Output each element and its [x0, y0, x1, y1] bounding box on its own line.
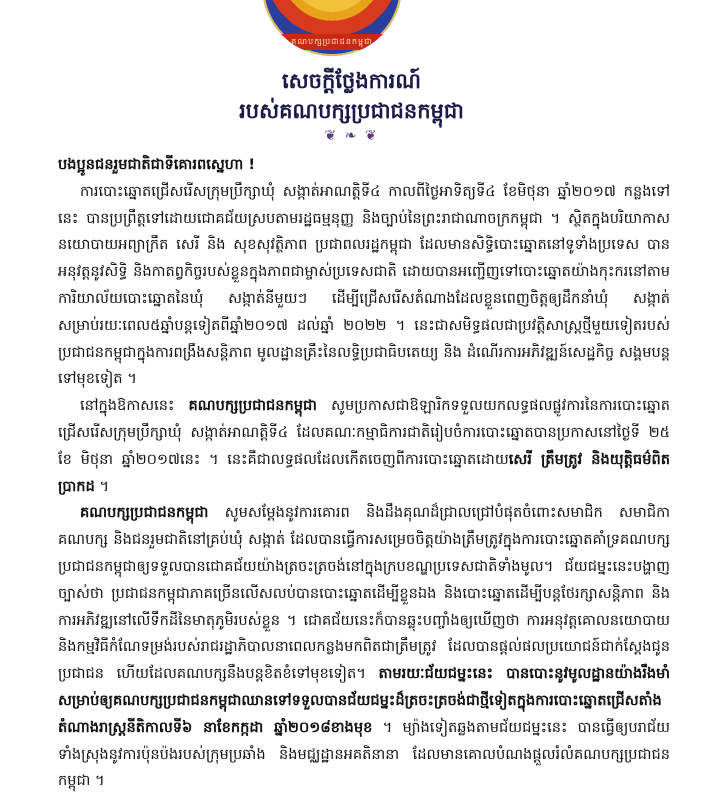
paragraph-2 — [58, 393, 670, 500]
statement-subtitle: របស់គណបក្សប្រជាជនកម្ពុជា — [239, 98, 464, 123]
statement-title: សេចក្ដីថ្លែងការណ៍ — [282, 68, 421, 93]
paragraph-2-text: សូមប្រកាសជាឱឡារិកទទួលយកលទ្ធផលផ្លូវការនៃការបោះឆ្នោតជ្រើសរើសក្រុមប្រឹក្សាឃុំ សង្កាត់អាណត្តិទី៤ ដែលគណៈកម្មាធិការជាតិរៀបចំការបោះឆ្នោតបានប្រកាសនៅថ្ងៃទី ២៥ ខែ មិថុនា ឆ្នាំ២០១៧នេះ ។ នេះគឺជាលទ្ធផលដែលកើតចេញពីការបោះឆ្នោតដោយ — [58, 397, 670, 468]
victory-statement: តាមរយៈជ័យជម្នះនេះ បានបោះនូវមូលដ្ឋានយ៉ាងរឹងមាំសម្រាប់ឲ្យគណបក្សប្រជាជនកម្ពុជាឈានទៅទទួលបានជ័យជម្នះដ៏ត្រចះត្រចង់ជាថ្មីទៀតក្នុងការបោះឆ្នោតជ្រើសតាំងតំណាងរាស្ត្រនីតិកាលទី៦ នាខែកក្កដា ឆ្នាំ២០១៨ខាងមុខ — [58, 665, 670, 736]
ornament-divider-icon: ❦ ❧ ❦ — [324, 128, 379, 144]
greeting: បងប្អូនជនរួមជាតិជាទីគោរពស្នេហា ! — [58, 156, 256, 173]
party-emblem-icon — [262, 0, 402, 56]
paragraph-3-end: ។ ម្យ៉ាងទៀតឆ្លងតាមជ័យជម្នះនេះ បានធ្វើឲ្យបរាជ័យទាំងស្រុងនូវការប៉ុនប៉ងរបស់ក្រុមប្រឆាំង និងមជ្ឈដ្ឋានអគតិនានា ដែលមានគោលបំណងផ្ដួលរំលំគណបក្សប្រជាជនកម្ពុជា ។ — [58, 718, 671, 790]
party-name: គណបក្សប្រជាជនកម្ពុជា — [188, 397, 317, 415]
paragraph-1: ការបោះឆ្នោតជ្រើសរើសក្រុមប្រឹក្សាឃុំ សង្កាត់អាណត្តិទី៤ កាលពីថ្ងៃអាទិត្យទី៤ ខែមិថុនា ឆ្នាំ២០១៧ កន្លងទៅនេះ បានប្រព្រឹត្តទៅដោយជោគជ័យស្របតាមរដ្ឋធម្មនុញ្ញ និងច្បាប់នៃព្រះរាជាណាចក្រកម្ពុជា ។ ស្ថិតក្នុងបរិយាកាសនយោបាយអព្យាក្រឹត សេរី និង សុខសុវត្ថិភាព ប្រជាពលរដ្ឋកម្ពុជា ដែលមានសិទ្ធិបោះឆ្នោតនៅទូទាំងប្រទេស បានអនុវត្តនូវសិទ្ធិ និងកាតព្វកិច្ចរបស់ខ្លួនក្នុងភាពជាម្ចាស់ប្រទេសជាតិ ដោយបានអញ្ជើញទៅបោះឆ្នោតយ៉ាងកុះករនៅតាមការិយាល័យបោះឆ្នោតនៃឃុំ សង្កាត់នីមួយៗ ដើម្បីជ្រើសរើសតំណាងដែលខ្លួនពេញចិត្តឲ្យដឹកនាំឃុំ សង្កាត់សម្រាប់រយៈពេល៥ឆ្នាំបន្តទៀតពីឆ្នាំ២០១៧ ដល់ឆ្នាំ ២០២២ ។ នេះជាសមិទ្ធផលជាប្រវត្តិសាស្ត្រថ្មីមួយទៀតរបស់ប្រជាជនកម្ពុជាក្នុងការពង្រឹងសន្តិភាព មូលដ្ឋានគ្រឹះនៃលទ្ធិប្រជាធិបតេយ្យ និង ដំណើរការអភិវឌ្ឍន៍សេដ្ឋកិច្ច សង្គមបន្តទៅមុខទៀត ។ — [58, 182, 670, 388]
election-quality: សេរី ត្រឹមត្រូវ និងយុត្តិធម៌ពិតប្រាកដ — [58, 450, 670, 495]
paragraph-3 — [58, 500, 670, 795]
emblem-banner: គណបក្សប្រជាជនកម្ពុជា — [276, 34, 388, 50]
statement-body — [58, 152, 670, 795]
paragraph-3-text: សូមសម្ដែងនូវការគោរព និងដឹងគុណដ៏ជ្រាលជ្រៅបំផុតចំពោះសមាជិក សមាជិកាគណបក្ស និងជនរួមជាតិនៅគ្រប់ឃុំ សង្កាត់ ដែលបានធ្វើការសម្រេចចិត្តយ៉ាងត្រឹមត្រូវក្នុងការបោះឆ្នោតគាំទ្រគណបក្សប្រជាជនកម្ពុជាឲ្យទទួលបានជោគជ័យយ៉ាងត្រចះត្រចង់នៅក្នុងក្របខណ្ឌប្រទេសជាតិទាំងមូល។ ជ័យជម្នះនេះបង្ហាញច្បាស់ថា ប្រជាជនកម្ពុជាភាគច្រើនលើសលប់បានបោះឆ្នោតដើម្បីខ្លួនឯង និងបោះឆ្នោតដើម្បីបន្តថែរក្សាសន្តិភាព និងការអភិវឌ្ឍនៅលើទឹកដីនៃមាតុភូមិរបស់ខ្លួន ។ ជោគជ័យនេះក៏បានឆ្លុះបញ្ចាំងឲ្យឃើញថា ការអនុវត្តគោលនយោបាយ និងកម្មវិធីកំណែទម្រង់របស់រាជរដ្ឋាភិបាលនាពេលកន្លងមកពិតជាត្រឹមត្រូវ ដែលបានផ្ដល់ផលប្រយោជន៍ជាក់ស្ដែងជូនប្រជាជន ហើយដែលគណបក្សនឹងបន្តខិតខំទៅមុខទៀត។ — [58, 504, 670, 683]
party-name: គណបក្សប្រជាជនកម្ពុជា — [80, 504, 209, 522]
paragraph-2-end: ។ — [94, 477, 110, 495]
paragraph-2-intro: នៅក្នុងឱកាសនេះ — [80, 397, 189, 415]
